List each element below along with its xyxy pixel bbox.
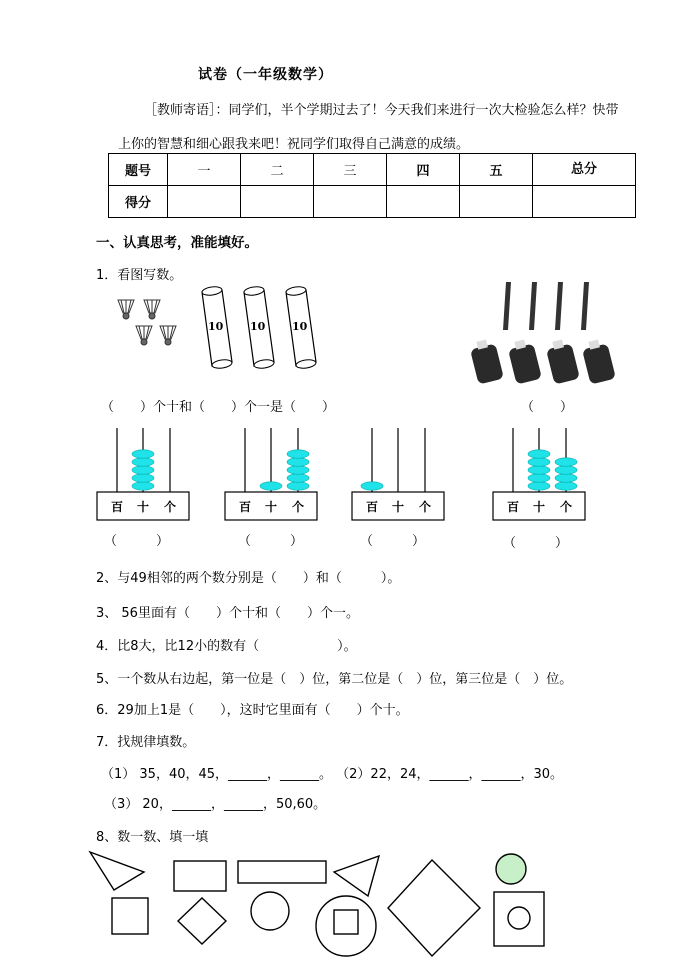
- score-header-cell: 三: [314, 154, 387, 186]
- stick-bundle-icon: [582, 340, 616, 385]
- abacus-answer-blank: （ ）: [238, 534, 304, 549]
- abacus-bead: [132, 466, 154, 474]
- abacus-icon: [224, 426, 320, 522]
- small-diamond-shape: [178, 898, 226, 944]
- bundle-cylinder-icon: [202, 286, 233, 370]
- score-header-cell: 四: [387, 154, 460, 186]
- score-cell[interactable]: [460, 186, 533, 218]
- teacher-message-line2: 上你的智慧和细心跟我来吧！祝同学们取得自己满意的成绩。: [118, 137, 470, 152]
- score-header-cell: 一: [168, 154, 241, 186]
- score-table: [108, 153, 636, 218]
- abacus-place-label: 十: [264, 500, 278, 514]
- abacus-bead: [528, 466, 550, 474]
- abacus-bead: [287, 450, 309, 458]
- abacus-bead: [555, 482, 577, 490]
- score-row-label: 得分: [109, 186, 168, 218]
- score-header-cell: 题号: [109, 154, 168, 186]
- abacus-bead: [260, 482, 282, 490]
- abacus-bead: [555, 474, 577, 482]
- bundle-cylinder-icon: [244, 286, 275, 370]
- abacus-bead: [555, 466, 577, 474]
- abacus-place-label: 百: [506, 500, 520, 514]
- inner-square-shape: [334, 910, 358, 934]
- triangle-shape: [334, 856, 379, 896]
- page-title: 试卷（一年级数学）: [198, 67, 333, 83]
- triangle-shape: [90, 852, 144, 890]
- abacus-bead: [132, 458, 154, 466]
- score-header-cell: 总分: [533, 154, 636, 186]
- q1-answer-right: （ ）: [521, 400, 574, 415]
- circle-shape: [251, 892, 289, 930]
- score-cell[interactable]: [168, 186, 241, 218]
- abacus-bead: [287, 474, 309, 482]
- question-5: 5、一个数从右边起，第一位是（ ）位，第二位是（ ）位，第三位是（ ）位。: [96, 672, 573, 687]
- abacus-place-label: 个: [559, 500, 573, 514]
- abacus-bead: [132, 450, 154, 458]
- inner-circle-shape: [508, 907, 530, 929]
- diamond-shape: [388, 860, 480, 956]
- score-cell[interactable]: [241, 186, 314, 218]
- abacus-bead: [528, 458, 550, 466]
- abacus-icon: [492, 426, 588, 522]
- abacus-bead: [361, 482, 383, 490]
- abacus-bead: [555, 458, 577, 466]
- abacus-place-label: 百: [238, 500, 252, 514]
- question-3: 3、 56里面有（ ）个十和（ ）个一。: [96, 606, 359, 621]
- score-cell[interactable]: [314, 186, 387, 218]
- circle-with-square-shape: [316, 896, 376, 956]
- abacus-place-label: 十: [136, 500, 150, 514]
- filled-circle-shape: [496, 854, 526, 884]
- abacus-bead: [528, 474, 550, 482]
- section-1-title: 一、认真思考，准能填好。: [96, 235, 258, 251]
- abacus-answer-blank: （ ）: [360, 534, 426, 549]
- abacus-place-label: 十: [532, 500, 546, 514]
- stick-bundle-icon: [470, 340, 504, 385]
- stick-bundle-icon: [508, 340, 542, 385]
- abacus-bead: [287, 466, 309, 474]
- stick-bundle-icon: [546, 340, 580, 385]
- abacus-bead: [528, 450, 550, 458]
- abacus-icon: [351, 426, 447, 522]
- question-6: 6．29加上1是（ ），这时它里面有（ ）个十。: [96, 703, 409, 718]
- ten-bundles-group: [188, 286, 318, 368]
- question-4: 4．比8大，比12小的数有（ ）。: [96, 639, 357, 654]
- long-rectangle-shape: [238, 861, 326, 883]
- abacus-place-label: 个: [163, 500, 177, 514]
- bundle-label: 10: [292, 320, 308, 333]
- abacus-answer-blank: （ ）: [104, 534, 170, 549]
- question-2: 2、与49相邻的两个数分别是（ ）和（ ）。: [96, 571, 401, 586]
- sticks-and-bundles-group: [470, 282, 620, 392]
- score-cell[interactable]: [533, 186, 636, 218]
- q1-answer-left: （ ）个十和（ ）个一是（ ）: [101, 400, 336, 415]
- score-header-cell: 二: [241, 154, 314, 186]
- abacus-bead: [132, 474, 154, 482]
- abacus-place-label: 百: [110, 500, 124, 514]
- rectangle-shape: [174, 861, 226, 891]
- question-7-line2: （3） 20，______，______，50,60。: [104, 797, 327, 812]
- question-1-label: 1．看图写数。: [96, 268, 183, 283]
- abacus-bead: [528, 482, 550, 490]
- bundle-cylinder-icon: [286, 286, 317, 370]
- abacus-bead: [287, 458, 309, 466]
- abacus-bead: [132, 482, 154, 490]
- abacus-answer-blank: （ ）: [503, 536, 569, 551]
- question-8-label: 8、数一数、填一填: [96, 830, 209, 845]
- abacus-place-label: 个: [418, 500, 432, 514]
- bundle-label: 10: [250, 320, 266, 333]
- abacus-icon: [96, 426, 192, 522]
- question-7-line1: （1） 35，40，45，______，______。 （2）22，24，______，______，30。: [101, 767, 564, 782]
- abacus-place-label: 百: [365, 500, 379, 514]
- score-header-cell: 五: [460, 154, 533, 186]
- teacher-message-line1: ［教师寄语］：同学们，半个学期过去了！今天我们来进行一次大检验怎么样？快带: [144, 103, 619, 118]
- bundle-label: 10: [208, 320, 224, 333]
- square-shape: [112, 898, 148, 934]
- shuttlecock-group-icon: [118, 300, 188, 360]
- square-with-circle-shape: [494, 892, 544, 946]
- abacus-bead: [287, 482, 309, 490]
- question-7-label: 7．找规律填数。: [96, 735, 196, 750]
- abacus-place-label: 十: [391, 500, 405, 514]
- score-cell[interactable]: [387, 186, 460, 218]
- shapes-figure: [88, 850, 558, 960]
- abacus-place-label: 个: [291, 500, 305, 514]
- single-stick-icon: [503, 282, 589, 330]
